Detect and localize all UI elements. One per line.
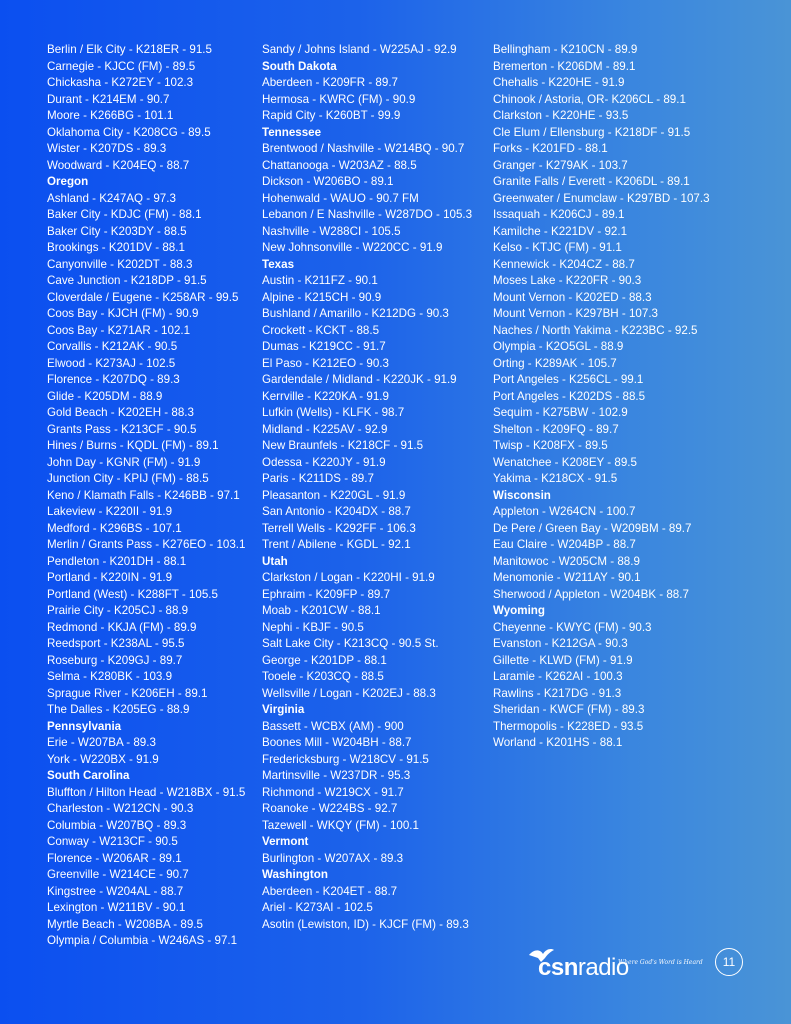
station-entry: Redmond - KKJA (FM) - 89.9 [47, 620, 197, 634]
station-entry: Moab - K201CW - 88.1 [262, 604, 381, 617]
station-entry: Bellingham - K210CN - 89.9 [493, 43, 638, 56]
state-heading: Texas [262, 257, 295, 271]
station-entry: Orting - K289AK - 105.7 [493, 356, 617, 370]
station-entry: Baker City - K203DY - 88.5 [47, 224, 187, 238]
station-entry: Kerrville - K220KA - 91.9 [262, 389, 389, 403]
state-heading: Vermont [262, 835, 309, 848]
logo-wordmark [538, 954, 629, 982]
station-entry: Midland - K225AV - 92.9 [262, 422, 388, 436]
station-entry: Granger - K279AK - 103.7 [493, 158, 628, 172]
station-entry: Richmond - W219CX - 91.7 [262, 785, 404, 799]
station-entry: Olympia / Columbia - W246AS - 97.1 [47, 934, 238, 947]
logo-tagline: Where God's Word is Heard [618, 959, 703, 966]
station-entry: Corvallis - K212AK - 90.5 [47, 340, 178, 353]
station-entry: Asotin (Lewiston, ID) - KJCF (FM) - 89.3 [262, 917, 469, 931]
station-entry: York - W220BX - 91.9 [47, 752, 159, 766]
station-entry: Glide - K205DM - 88.9 [47, 389, 163, 403]
station-entry: Sandy / Johns Island - W225AJ - 92.9 [262, 43, 457, 56]
station-entry: Kamilche - K221DV - 92.1 [493, 224, 628, 238]
station-entry: Sprague River - K206EH - 89.1 [47, 686, 208, 700]
station-entry: Worland - K201HS - 88.1 [493, 736, 623, 749]
station-entry: Hines / Burns - KQDL (FM) - 89.1 [47, 439, 219, 452]
station-entry: Myrtle Beach - W208BA - 89.5 [47, 917, 203, 931]
station-entry: Forks - K201FD - 88.1 [493, 142, 608, 155]
state-heading: Tennessee [262, 125, 322, 139]
station-entry: Kennewick - K204CZ - 88.7 [493, 257, 635, 271]
state-heading: Wyoming [493, 604, 545, 617]
station-entry: Carnegie - KJCC (FM) - 89.5 [47, 59, 196, 73]
station-entry: Oklahoma City - K208CG - 89.5 [47, 125, 211, 139]
station-entry: Tooele - K203CQ - 88.5 [262, 670, 384, 683]
station-entry: Lexington - W211BV - 90.1 [47, 901, 186, 914]
station-entry: Gardendale / Midland - K220JK - 91.9 [262, 373, 457, 386]
station-entry: Chattanooga - W203AZ - 88.5 [262, 158, 417, 172]
station-entry: Ashland - K247AQ - 97.3 [47, 191, 176, 205]
station-entry: Rapid City - K260BT - 99.9 [262, 109, 401, 122]
state-heading: Virginia [262, 703, 305, 716]
station-entry: Gold Beach - K202EH - 88.3 [47, 406, 194, 419]
station-entry: Chinook / Astoria, OR- K206CL - 89.1 [493, 92, 686, 106]
station-column-2 [262, 42, 472, 933]
state-heading: South Dakota [262, 59, 337, 73]
station-entry: Wellsville / Logan - K202EJ - 88.3 [262, 686, 436, 700]
station-entry: Bushland / Amarillo - K212DG - 90.3 [262, 307, 449, 320]
station-entry: Elwood - K273AJ - 102.5 [47, 356, 176, 370]
station-entry: Tazewell - WKQY (FM) - 100.1 [262, 818, 419, 832]
station-entry: Selma - K280BK - 103.9 [47, 670, 173, 683]
station-entry: Chehalis - K220HE - 91.9 [493, 76, 625, 89]
logo-radio: radio [577, 954, 629, 981]
station-entry: Portland (West) - K288FT - 105.5 [47, 587, 218, 601]
station-entry: Berlin / Elk City - K218ER - 91.5 [47, 43, 212, 56]
station-entry: Lakeview - K220II - 91.9 [47, 505, 173, 518]
station-entry: Ephraim - K209FP - 89.7 [262, 587, 391, 601]
station-entry: Olympia - K2O5GL - 88.9 [493, 340, 624, 353]
station-entry: Woodward - K204EQ - 88.7 [47, 158, 190, 172]
station-entry: Gillette - KLWD (FM) - 91.9 [493, 653, 633, 667]
station-entry: Eau Claire - W204BP - 88.7 [493, 538, 636, 551]
station-entry: Martinsville - W237DR - 95.3 [262, 769, 411, 782]
station-entry: Kingstree - W204AL - 88.7 [47, 884, 184, 898]
station-entry: Wister - K207DS - 89.3 [47, 142, 167, 155]
station-entry: Austin - K211FZ - 90.1 [262, 274, 378, 287]
station-entry: Reedsport - K238AL - 95.5 [47, 637, 185, 650]
station-entry: Pleasanton - K220GL - 91.9 [262, 488, 406, 502]
station-entry: Lufkin (Wells) - KLFK - 98.7 [262, 406, 405, 419]
station-entry: Chickasha - K272EY - 102.3 [47, 76, 194, 89]
station-entry: Evanston - K212GA - 90.3 [493, 637, 628, 650]
station-entry: New Johnsonville - W220CC - 91.9 [262, 241, 443, 254]
station-entry: Baker City - KDJC (FM) - 88.1 [47, 208, 202, 221]
station-entry: Dumas - K219CC - 91.7 [262, 340, 386, 353]
station-entry: Aberdeen - K204ET - 88.7 [262, 884, 398, 898]
station-entry: Florence - K207DQ - 89.3 [47, 373, 180, 386]
station-entry: Columbia - W207BQ - 89.3 [47, 818, 187, 832]
station-entry: Clarkston - K220HE - 93.5 [493, 109, 629, 122]
station-entry: Salt Lake City - K213CQ - 90.5 St. [262, 637, 439, 650]
station-entry: Coos Bay - KJCH (FM) - 90.9 [47, 307, 199, 320]
station-entry: Kelso - KTJC (FM) - 91.1 [493, 241, 622, 254]
station-entry: Sequim - K275BW - 102.9 [493, 406, 628, 419]
state-heading: Pennsylvania [47, 719, 122, 733]
station-entry: Yakima - K218CX - 91.5 [493, 472, 618, 485]
station-column-3 [493, 42, 710, 752]
station-entry: Hermosa - KWRC (FM) - 90.9 [262, 92, 416, 106]
station-entry: Conway - W213CF - 90.5 [47, 835, 178, 848]
logo-csn: csn [538, 954, 578, 981]
csn-radio-logo [527, 946, 707, 986]
station-entry: Boones Mill - W204BH - 88.7 [262, 736, 412, 749]
station-entry: Appleton - W264CN - 100.7 [493, 505, 636, 518]
station-entry: Florence - W206AR - 89.1 [47, 851, 182, 865]
station-entry: Nephi - KBJF - 90.5 [262, 620, 364, 634]
station-entry: Merlin / Grants Pass - K276EO - 103.1 [47, 538, 246, 551]
station-entry: Bassett - WCBX (AM) - 900 [262, 719, 404, 733]
station-entry: Bluffton / Hilton Head - W218BX - 91.5 [47, 785, 246, 799]
station-entry: Trent / Abilene - KGDL - 92.1 [262, 538, 411, 551]
station-entry: Laramie - K262AI - 100.3 [493, 670, 623, 683]
station-entry: Hohenwald - WAUO - 90.7 FM [262, 191, 419, 205]
station-entry: Lebanon / E Nashville - W287DO - 105.3 [262, 208, 473, 221]
station-entry: Port Angeles - K256CL - 99.1 [493, 373, 644, 386]
station-entry: Nashville - W288CI - 105.5 [262, 224, 401, 238]
station-entry: Moore - K266BG - 101.1 [47, 109, 174, 122]
station-entry: George - K201DP - 88.1 [262, 653, 387, 667]
station-entry: Cle Elum / Ellensburg - K218DF - 91.5 [493, 125, 691, 139]
station-entry: Naches / North Yakima - K223BC - 92.5 [493, 323, 698, 337]
station-entry: Roanoke - W224BS - 92.7 [262, 802, 398, 815]
station-entry: Charleston - W212CN - 90.3 [47, 802, 194, 815]
station-entry: De Pere / Green Bay - W209BM - 89.7 [493, 521, 692, 535]
station-entry: Granite Falls / Everett - K206DL - 89.1 [493, 175, 690, 188]
station-entry: Burlington - W207AX - 89.3 [262, 851, 404, 865]
station-entry: Twisp - K208FX - 89.5 [493, 439, 608, 452]
state-heading: Utah [262, 554, 288, 568]
station-entry: Manitowoc - W205CM - 88.9 [493, 554, 640, 568]
state-heading: Oregon [47, 175, 89, 188]
station-entry: Odessa - K220JY - 91.9 [262, 455, 386, 469]
station-column-1 [47, 42, 245, 950]
station-entry: Fredericksburg - W218CV - 91.5 [262, 752, 429, 766]
station-entry: Brentwood / Nashville - W214BQ - 90.7 [262, 142, 465, 155]
station-entry: Mount Vernon - K202ED - 88.3 [493, 290, 652, 304]
station-entry: Shelton - K209FQ - 89.7 [493, 422, 619, 436]
station-entry: New Braunfels - K218CF - 91.5 [262, 439, 424, 452]
state-heading: Wisconsin [493, 488, 551, 502]
state-heading: Washington [262, 868, 328, 881]
station-entry: El Paso - K212EO - 90.3 [262, 356, 389, 370]
station-entry: Medford - K296BS - 107.1 [47, 521, 182, 535]
station-entry: San Antonio - K204DX - 88.7 [262, 505, 411, 518]
station-entry: Rawlins - K217DG - 91.3 [493, 686, 622, 700]
page-number: 11 [715, 948, 743, 976]
station-entry: Sheridan - KWCF (FM) - 89.3 [493, 703, 645, 716]
station-entry: Prairie City - K205CJ - 88.9 [47, 604, 189, 617]
station-entry: Keno / Klamath Falls - K246BB - 97.1 [47, 488, 240, 502]
station-entry: Cave Junction - K218DP - 91.5 [47, 274, 207, 287]
station-entry: Clarkston / Logan - K220HI - 91.9 [262, 571, 435, 584]
station-entry: The Dalles - K205EG - 88.9 [47, 703, 190, 716]
station-entry: Cheyenne - KWYC (FM) - 90.3 [493, 620, 652, 634]
station-entry: Thermopolis - K228ED - 93.5 [493, 719, 644, 733]
station-entry: Aberdeen - K209FR - 89.7 [262, 76, 398, 89]
station-entry: Cloverdale / Eugene - K258AR - 99.5 [47, 290, 239, 304]
station-entry: Mount Vernon - K297BH - 107.3 [493, 307, 658, 320]
station-entry: Grants Pass - K213CF - 90.5 [47, 422, 197, 436]
station-entry: Canyonville - K202DT - 88.3 [47, 257, 193, 271]
station-entry: John Day - KGNR (FM) - 91.9 [47, 455, 201, 469]
state-heading: South Carolina [47, 769, 130, 782]
station-entry: Port Angeles - K202DS - 88.5 [493, 389, 646, 403]
station-entry: Wenatchee - K208EY - 89.5 [493, 455, 637, 469]
station-entry: Dickson - W206BO - 89.1 [262, 175, 394, 188]
station-entry: Alpine - K215CH - 90.9 [262, 290, 382, 304]
station-entry: Greenwater / Enumclaw - K297BD - 107.3 [493, 191, 710, 205]
station-entry: Durant - K214EM - 90.7 [47, 92, 170, 106]
station-entry: Junction City - KPIJ (FM) - 88.5 [47, 472, 209, 485]
station-entry: Moses Lake - K220FR - 90.3 [493, 274, 642, 287]
station-entry: Sherwood / Appleton - W204BK - 88.7 [493, 587, 689, 601]
station-entry: Terrell Wells - K292FF - 106.3 [262, 521, 416, 535]
station-entry: Bremerton - K206DM - 89.1 [493, 59, 636, 73]
station-entry: Issaquah - K206CJ - 89.1 [493, 208, 625, 221]
station-entry: Coos Bay - K271AR - 102.1 [47, 323, 191, 337]
station-entry: Ariel - K273AI - 102.5 [262, 901, 373, 914]
station-entry: Crockett - KCKT - 88.5 [262, 323, 380, 337]
station-entry: Greenville - W214CE - 90.7 [47, 868, 189, 881]
station-entry: Erie - W207BA - 89.3 [47, 736, 156, 749]
station-entry: Brookings - K201DV - 88.1 [47, 241, 185, 254]
station-entry: Portland - K220IN - 91.9 [47, 571, 173, 584]
station-entry: Menomonie - W211AY - 90.1 [493, 571, 641, 584]
station-entry: Pendleton - K201DH - 88.1 [47, 554, 187, 568]
station-entry: Paris - K211DS - 89.7 [262, 472, 374, 485]
station-entry: Roseburg - K209GJ - 89.7 [47, 653, 183, 667]
